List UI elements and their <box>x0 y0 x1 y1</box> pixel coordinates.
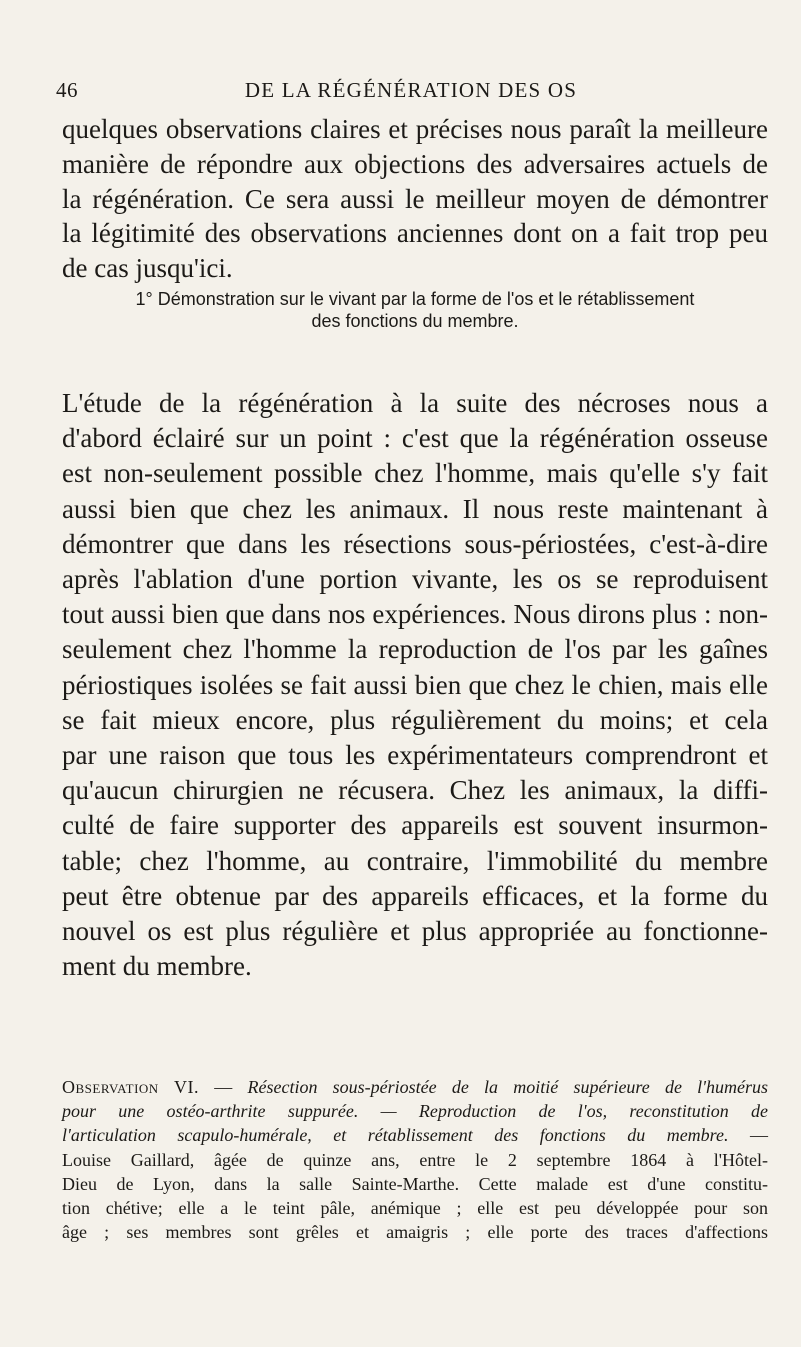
text-line: nouvel os est plus régulière et plus appropriée au fonctionne- <box>62 916 768 947</box>
text-line: peut être obtenue par des appareils efficaces, et la forme du <box>62 880 768 911</box>
observation-title: l'articulation scapulo-humérale, et rétablissement des fonctions du membre. <box>62 1125 729 1146</box>
heading-line: des fonctions du membre. <box>311 311 519 331</box>
text-line: se fait mieux encore, plus régulièrement du moins; et cela <box>62 704 768 735</box>
text-line: Dieu de Lyon, dans la salle Sainte-Marthe. Cette malade est d'une constitu- <box>62 1173 768 1194</box>
running-head: DE LA RÉGÉNÉRATION DES OS <box>244 78 578 102</box>
page-header <box>56 78 756 108</box>
section-heading <box>62 288 768 332</box>
text-line: démontrer que dans les résections sous-périostées, c'est-à-dire <box>62 528 768 559</box>
observation-title-line <box>62 1123 768 1147</box>
text-line: qu'aucun chirurgien ne récusera. Chez les animaux, la diffi- <box>62 775 768 806</box>
heading-line: 1° Démonstration sur le vivant par la forme de l'os et le rétablissement <box>135 289 695 309</box>
text-line: la légitimité des observations anciennes dont on a fait trop peu <box>62 218 768 249</box>
text-line: seulement chez l'homme la reproduction de l'os par les gaînes <box>62 634 768 665</box>
text-line: culté de faire supporter des appareils est souvent insurmon- <box>62 810 768 841</box>
main-paragraph <box>62 386 768 984</box>
text-line: L'étude de la régénération à la suite des nécroses nous a <box>62 388 768 418</box>
page-number: 46 <box>56 78 78 102</box>
text-line: tout aussi bien que dans nos expériences. Nous dirons plus : non- <box>62 599 768 630</box>
text-line: ment du membre. <box>62 951 252 982</box>
text-line: périostiques isolées se fait aussi bien que chez le chien, mais elle <box>62 669 768 700</box>
observation-dash: — <box>728 1125 769 1146</box>
text-line: Louise Gaillard, âgée de quinze ans, entre le 2 septembre 1864 à l'Hôtel- <box>62 1149 768 1170</box>
text-line: table; chez l'homme, au contraire, l'immobilité du membre <box>62 845 768 876</box>
text-line: aussi bien que chez les animaux. Il nous reste maintenant à <box>62 493 768 524</box>
observation-title-line: pour une ostéo-arthrite suppurée. — Reproduction de l'os, reconstitution de <box>62 1101 768 1122</box>
text-line: par une raison que tous les expérimentateurs comprendront et <box>62 740 768 771</box>
observation-title-line <box>62 1075 768 1099</box>
text-line: est non-seulement possible chez l'homme, mais qu'elle s'y fait <box>62 458 768 489</box>
text-line: de cas jusqu'ici. <box>62 253 233 284</box>
text-line: la régénération. Ce sera aussi le meilleur moyen de démontrer <box>62 183 768 214</box>
observation-title: Résection sous-périostée de la moitié supérieure de l'humérus <box>247 1077 769 1097</box>
text-line: après l'ablation d'une portion vivante, les os se reproduisent <box>62 564 768 595</box>
text-line: d'abord éclairé sur un point : c'est que la régénération osseuse <box>62 423 768 454</box>
text-line: âge ; ses membres sont grêles et amaigris ; elle porte des traces d'affections <box>62 1222 768 1243</box>
observation-label: Observation VI. <box>62 1077 200 1097</box>
observation-dash: — <box>199 1077 248 1097</box>
text-line: manière de répondre aux objections des adversaires actuels de <box>62 148 768 179</box>
observation-paragraph <box>62 1075 768 1244</box>
text-line: quelques observations claires et précises nous paraît la meilleure <box>62 114 768 144</box>
intro-paragraph <box>62 112 768 286</box>
text-line: tion chétive; elle a le teint pâle, anémique ; elle est peu développée pour son <box>62 1198 768 1219</box>
